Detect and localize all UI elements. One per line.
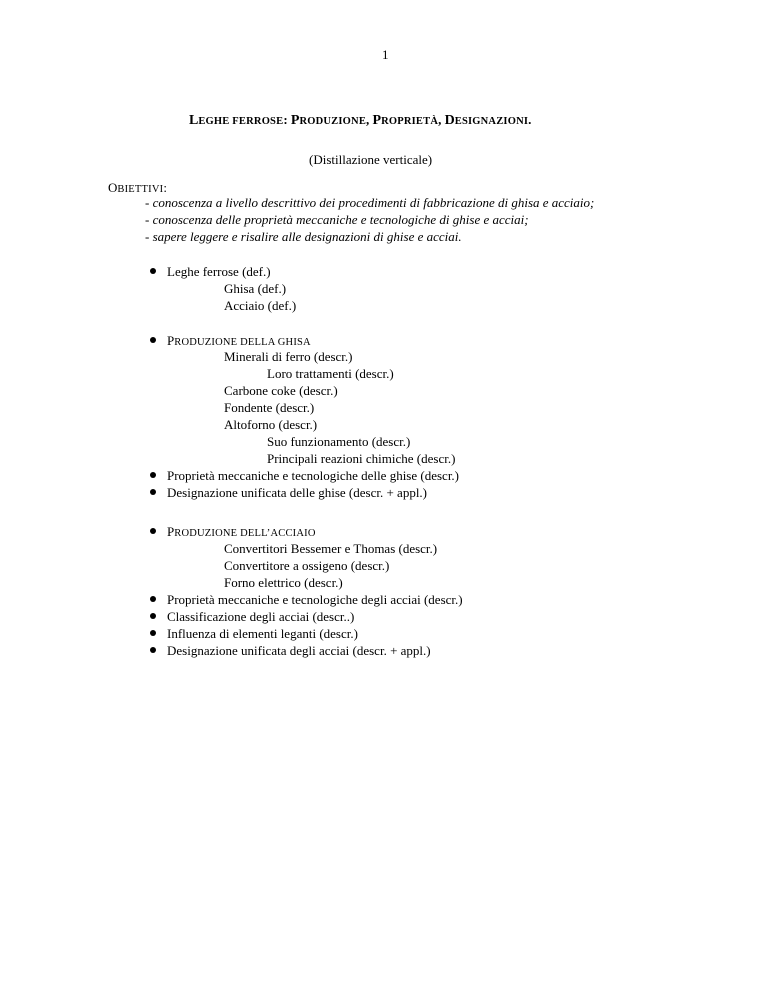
title-cap-3: P — [372, 113, 382, 128]
objective-item: - conoscenza a livello descrittivo dei procedimenti di fabbricazione di ghisa e acciaio; — [145, 195, 595, 210]
title-cap-1: L — [189, 113, 199, 128]
sub-item: Ghisa (def.) — [224, 281, 287, 296]
sub-sub-item: Loro trattamenti (descr.) — [267, 366, 394, 381]
bullet-icon — [150, 268, 156, 274]
sub-item: Fondente (descr.) — [224, 400, 315, 415]
title-rest-4: ESIGNAZIONI — [454, 116, 529, 127]
page-title — [189, 112, 531, 129]
heading-cap: P — [167, 524, 175, 539]
list-item: Leghe ferrose (def.) — [167, 264, 271, 279]
sub-sub-item: Suo funzionamento (descr.) — [267, 434, 411, 449]
bullet-icon — [150, 337, 156, 343]
sub-item: Forno elettrico (descr.) — [224, 575, 343, 590]
bullet-icon — [150, 528, 156, 534]
heading-cap: P — [167, 333, 175, 348]
title-dot: . — [528, 112, 532, 127]
list-item: Designazione unificata delle ghise (descr. + appl.) — [167, 485, 428, 500]
sub-item: Minerali di ferro (descr.) — [224, 349, 353, 364]
bullet-icon — [150, 489, 156, 495]
section-heading-ghisa — [167, 333, 311, 350]
objectives-colon: : — [163, 180, 167, 195]
sub-item: Convertitore a ossigeno (descr.) — [224, 558, 390, 573]
sub-sub-item: Principali reazioni chimiche (descr.) — [267, 451, 456, 466]
objectives-rest: BIETTIVI — [117, 184, 164, 195]
list-item: Designazione unificata degli acciai (descr. + appl.) — [167, 643, 431, 658]
bullet-icon — [150, 613, 156, 619]
section-heading-acciaio — [167, 524, 316, 541]
sub-item: Convertitori Bessemer e Thomas (descr.) — [224, 541, 438, 556]
objective-item: - sapere leggere e risalire alle designazioni di ghise e acciai. — [145, 229, 462, 244]
title-rest-2: RODUZIONE — [299, 116, 367, 127]
bullet-icon — [150, 596, 156, 602]
title-comma-2: , — [438, 112, 445, 127]
sub-item: Acciaio (def.) — [224, 298, 297, 313]
title-comma-1: , — [366, 112, 373, 127]
sub-item: Altoforno (descr.) — [224, 417, 318, 432]
objective-item: - conoscenza delle proprietà meccaniche e tecnologiche di ghise e acciai; — [145, 212, 529, 227]
list-item: Classificazione degli acciai (descr..) — [167, 609, 355, 624]
list-item: Proprietà meccaniche e tecnologiche delle ghise (descr.) — [167, 468, 460, 483]
title-cap-4: D — [444, 113, 455, 128]
title-colon: : — [283, 112, 291, 127]
sub-item: Carbone coke (descr.) — [224, 383, 338, 398]
bullet-icon — [150, 472, 156, 478]
list-item: Influenza di elementi leganti (descr.) — [167, 626, 358, 641]
title-rest-1: EGHE FERROSE — [198, 116, 284, 127]
title-cap-2: P — [290, 113, 300, 128]
heading-rest: RODUZIONE DELLA GHISA — [174, 337, 311, 348]
bullet-icon — [150, 630, 156, 636]
bullet-icon — [150, 647, 156, 653]
subtitle: (Distillazione verticale) — [309, 152, 433, 167]
objectives-cap: O — [108, 180, 118, 195]
list-item: Proprietà meccaniche e tecnologiche degli acciai (descr.) — [167, 592, 463, 607]
title-rest-3: ROPRIETÀ — [381, 116, 439, 127]
heading-rest: RODUZIONE DELL’ACCIAIO — [174, 528, 316, 539]
page-number: 1 — [382, 47, 389, 62]
